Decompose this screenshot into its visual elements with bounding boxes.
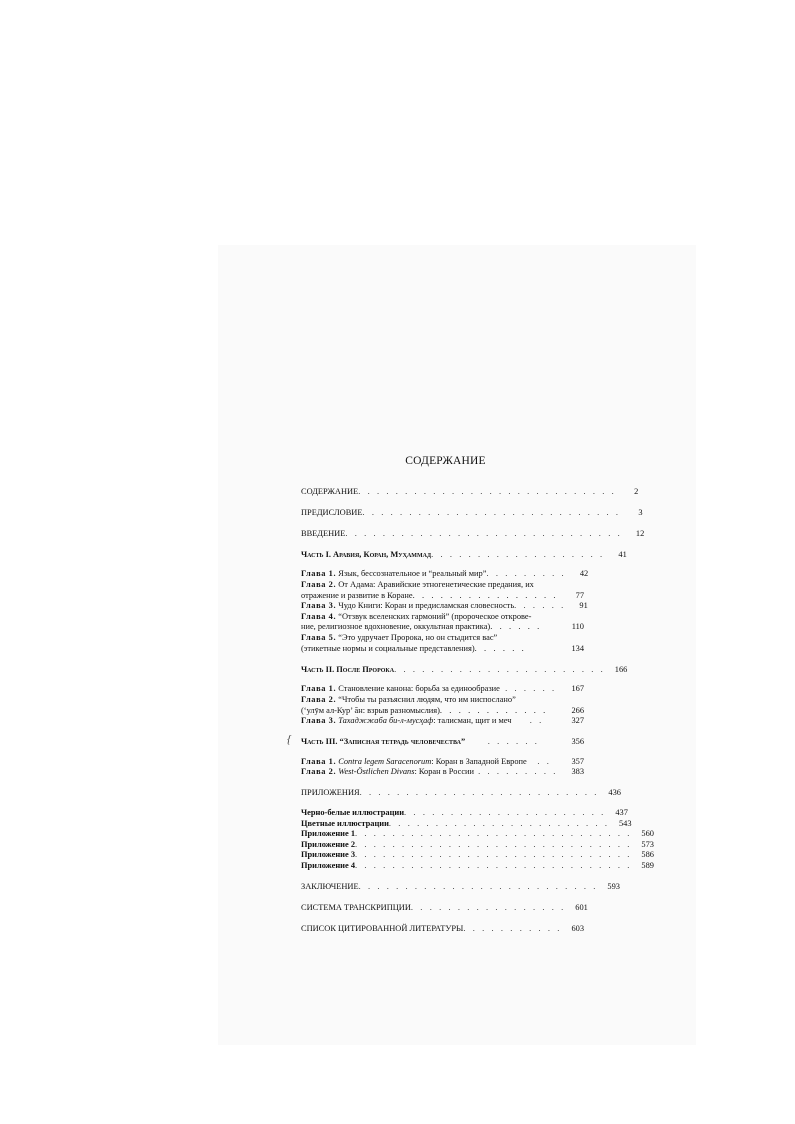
table-of-contents — [301, 455, 654, 935]
leader-dots: . . . . . . . . . . . . . . . . . . . . . . . . . . . . — [362, 507, 621, 517]
toc-entry-appendix-3[interactable] — [301, 850, 654, 861]
chapter-title-line2: (этикетные нормы и социальные представления) — [301, 643, 475, 653]
toc-entry-vvedenie[interactable] — [301, 528, 645, 540]
toc-entry-label: ПРИЛОЖЕНИЯ — [301, 788, 360, 798]
leader-dots: . . . . . . . . . . . . . . . . . . . . . . . . . . . . — [358, 486, 617, 496]
toc-entry-chapter[interactable] — [301, 601, 588, 612]
page-number: 327 — [571, 716, 584, 726]
toc-entry-chapter[interactable] — [301, 695, 584, 716]
toc-entry-label: Приложение 4 — [301, 861, 356, 871]
chapter-title-line1: “Отзвук вселенских гармоний” (пророческое открове- — [338, 611, 532, 621]
page-number: 91 — [579, 601, 588, 611]
chapter-title: : Коран в Западной Европе — [431, 756, 527, 766]
chapter-number: Глава 2. — [301, 767, 337, 777]
toc-entry-label: СОДЕРЖАНИЕ — [301, 486, 359, 496]
chapter-title: : Коран в России — [414, 767, 475, 777]
chapter-number: Глава 5. — [301, 633, 337, 643]
chapter-title-italic: West-Östlichen Divans — [338, 767, 415, 777]
toc-entry-color-illustrations[interactable] — [301, 818, 632, 830]
leader-dots: . . . . . . . . . . . — [463, 924, 562, 934]
chapter-number: Глава 4. — [301, 611, 337, 621]
page-number: 110 — [571, 622, 584, 632]
chapter-title-line2: (‘улӯм ал-Кур’ āн: взрыв разномыслия) — [301, 705, 440, 715]
page-number: 3 — [638, 507, 643, 517]
leader-dots: . . . . . . . . . . . . . . . . . . . . . . . . . . — [358, 882, 598, 892]
page-number: 593 — [607, 882, 620, 892]
chapter-title: Язык, бессознательное и “реальный мир” — [338, 569, 487, 579]
page-number: 603 — [571, 924, 584, 934]
toc-entry-label: ВВЕДЕНИЕ — [301, 528, 346, 538]
page-number: 357 — [571, 756, 585, 766]
toc-entry-zaklyuchenie[interactable] — [301, 882, 620, 893]
toc-entry-part2[interactable] — [301, 664, 628, 676]
toc-entry-chapter[interactable] — [301, 569, 589, 580]
toc-entry-literature[interactable] — [301, 924, 584, 935]
toc-entry-transcription[interactable] — [301, 903, 588, 914]
leader-dots: . . . . . . . . . . . . . . . . . . . . . . . . . . . . . . — [355, 839, 632, 849]
leader-dots: . . . . . . . . . . . . . . . . . . . . . . . — [394, 664, 606, 674]
chapter-title-line1: От Адама: Аравийские этногенетические предания, их — [338, 580, 534, 590]
toc-entry-label: Приложение 2 — [301, 839, 356, 849]
leader-dots: . . . . . . . . . — [478, 767, 558, 777]
chapter-number: Глава 1. — [301, 569, 337, 579]
leader-dots: . . . . . . — [487, 737, 540, 747]
leader-dots: . . . . . . — [490, 622, 542, 632]
toc-entry-chapter[interactable] — [301, 767, 584, 778]
toc-entry-appendix-2[interactable] — [301, 839, 654, 851]
leader-dots: . . . . . . — [514, 601, 566, 611]
page-number: 589 — [641, 861, 654, 871]
chapter-title: : талисман, щит и меч — [433, 716, 512, 726]
page-number: 266 — [571, 705, 584, 715]
leader-dots: . . . . . . . . . . . . . . . . . . . . . . — [404, 808, 606, 818]
chapter-number: Глава 3. — [301, 601, 337, 611]
chapter-title-italic: Contra legem Saracenorum — [338, 756, 432, 766]
page-number: 2 — [634, 486, 639, 496]
chapter-number: Глава 2. — [301, 580, 337, 590]
chapter-title-line2: отражение и развитие в Коране — [301, 590, 413, 600]
page-number: 77 — [575, 590, 584, 600]
leader-dots: . . . . . . . . . . . . . . . . . . . — [431, 549, 605, 559]
chapter-number: Глава 1. — [301, 756, 337, 766]
leader-dots: . . . . . . . . . . . . . . . . . — [410, 903, 566, 913]
page-number: 437 — [615, 808, 628, 818]
toc-entry-chapter[interactable] — [301, 684, 584, 695]
page-number: 586 — [641, 850, 654, 860]
toc-entry-soderzhanie[interactable] — [301, 486, 639, 498]
page-number: 543 — [618, 818, 632, 828]
toc-entry-prilozheniya[interactable] — [301, 788, 621, 799]
chapter-title: Становление канона: борьба за единообразие — [338, 684, 500, 694]
page-number: 166 — [614, 664, 628, 674]
chapter-title-line1: “Это удручает Пророка, но он стыдится вас” — [338, 633, 498, 643]
leader-dots: . . . . . . . . . . . . . . . . . . . . . . . . . . . . . . — [355, 850, 632, 860]
part-title: Часть I. Аравия, Коран, Муҳаммад — [301, 549, 432, 559]
toc-entry-label: Черно-белые иллюстрации — [301, 808, 405, 818]
page-number: 12 — [635, 528, 645, 538]
toc-entry-part1[interactable] — [301, 549, 627, 561]
toc-entry-label: Цветные иллюстрации — [301, 818, 389, 828]
toc-entry-chapter[interactable] — [301, 633, 584, 654]
toc-entry-label: СИСТЕМА ТРАНСКРИПЦИИ — [301, 903, 411, 913]
leader-dots: . . . . . . — [505, 684, 557, 694]
chapter-number: Глава 2. — [301, 694, 337, 704]
page-number: 42 — [579, 569, 589, 579]
page-number: 573 — [641, 839, 654, 849]
toc-entry-chapter[interactable] — [301, 580, 584, 601]
part-title: Часть III. “Записная тетрадь человечества” — [301, 737, 466, 747]
page-number: 601 — [575, 903, 588, 913]
toc-entry-chapter[interactable] — [301, 716, 584, 727]
page-number: 41 — [618, 549, 627, 559]
page-title: СОДЕРЖАНИЕ — [405, 455, 486, 467]
leader-dots: . . . . . . . . . . . . . . . . . . . . . . . . . . . . . . — [355, 829, 632, 839]
part-title: Часть II. После Пророка — [301, 664, 395, 674]
leader-dots: . . . . . . . . . . . . — [439, 705, 548, 715]
leader-dots: . . . . . . . . . . . . . . . . . . . . . . . . — [388, 818, 610, 828]
chapter-title-line1: “Чтобы ты разъяснил людям, что им ниспослано” — [338, 694, 516, 704]
page-number: 436 — [608, 788, 621, 798]
leader-dots: . . . . . . . . . . . . . . . . . . . . . . . . . . . . . . — [345, 528, 623, 538]
toc-entry-predislovie[interactable] — [301, 507, 643, 519]
toc-entry-bw-illustrations[interactable] — [301, 808, 628, 819]
chapter-title-line2: ние, религиозное вдохновение, оккультная практика) — [301, 622, 491, 632]
page-number: 356 — [571, 737, 585, 747]
toc-entry-label: ЗАКЛЮЧЕНИЕ — [301, 882, 359, 892]
leader-dots: . . — [529, 716, 544, 726]
page-number: 134 — [571, 643, 584, 653]
leader-dots: . . . . . . . . . — [486, 569, 567, 579]
page-number: 383 — [571, 767, 585, 777]
margin-pencil-mark: { — [284, 731, 294, 747]
leader-dots: . . . . . . . . . . . . . . . . . . . . . . . . . . — [359, 788, 599, 798]
leader-dots: . . . . . . . . . . . . . . . . . . . . . . . . . . . . . . — [355, 861, 632, 871]
leader-dots: . . . . . . . . . . . . . . . . — [412, 590, 559, 600]
page-number: 560 — [641, 829, 654, 839]
toc-entry-appendix-1[interactable] — [301, 829, 654, 840]
chapter-number: Глава 3. — [301, 716, 337, 726]
page-number: 167 — [571, 684, 585, 694]
leader-dots: . . . . . . — [474, 643, 527, 653]
toc-entry-appendix-4[interactable] — [301, 861, 654, 872]
leader-dots: . . — [537, 756, 552, 766]
toc-entry-part3[interactable] — [301, 737, 584, 748]
toc-entry-label: СПИСОК ЦИТИРОВАННОЙ ЛИТЕРАТУРЫ — [301, 924, 464, 934]
chapter-title: Чудо Книги: Коран и предисламская словесность — [338, 601, 515, 611]
toc-entry-label: Приложение 3 — [301, 850, 356, 860]
toc-entry-label: Приложение 1 — [301, 829, 356, 839]
chapter-title-italic: Тахаджжаба би-л-мусҳаф — [338, 716, 434, 726]
chapter-number: Глава 1. — [301, 684, 337, 694]
toc-entry-label: ПРЕДИСЛОВИЕ — [301, 507, 363, 517]
toc-entry-chapter[interactable] — [301, 757, 584, 768]
toc-entry-chapter[interactable] — [301, 612, 584, 633]
